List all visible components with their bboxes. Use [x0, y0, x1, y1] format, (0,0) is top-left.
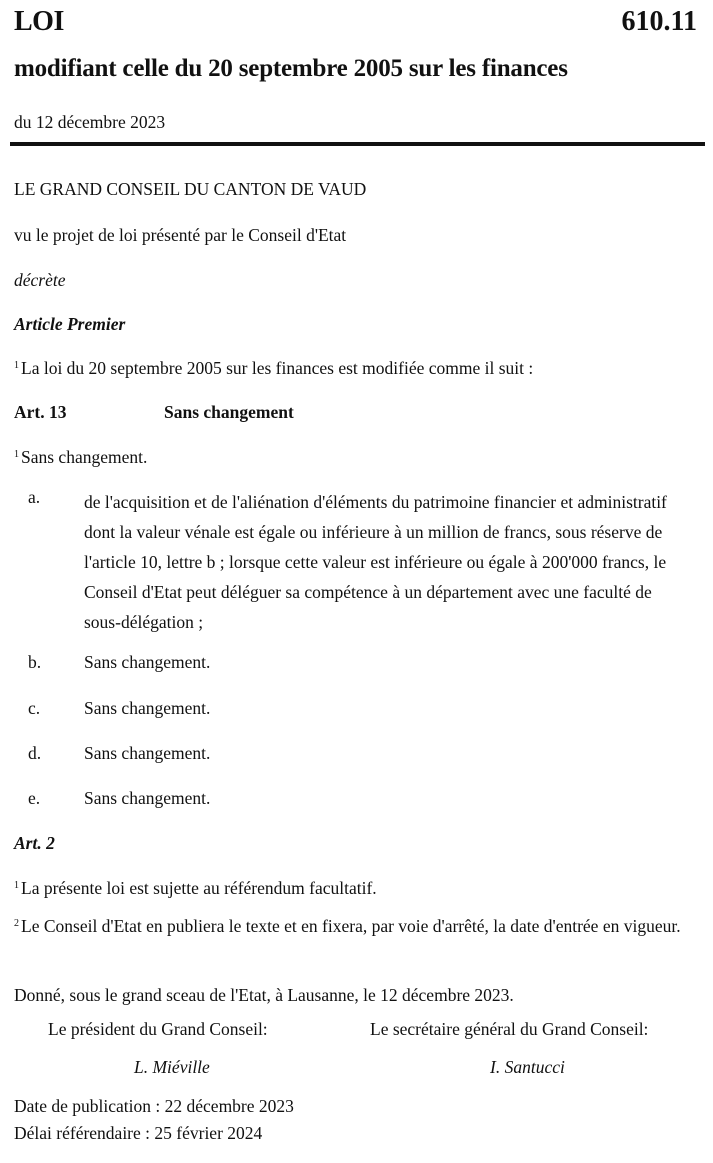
- article-premier-para-1: [14, 358, 533, 379]
- president-label: Le président du Grand Conseil:: [48, 1019, 268, 1039]
- article-2-para-1: [14, 878, 377, 899]
- secretary-name: I. Santucci: [490, 1057, 565, 1077]
- authority: LE GRAND CONSEIL DU CANTON DE VAUD: [14, 179, 367, 199]
- list-text: Sans changement.: [84, 652, 211, 672]
- decree: décrète: [14, 270, 66, 290]
- referendum-deadline: Délai référendaire : 25 février 2024: [14, 1123, 263, 1143]
- considering: vu le projet de loi présenté par le Conseil d'Etat: [14, 225, 347, 245]
- para-number: 1: [14, 880, 19, 891]
- para-number: 2: [14, 918, 19, 929]
- document-date: du 12 décembre 2023: [14, 112, 166, 132]
- list-letter: e.: [28, 788, 41, 808]
- given-statement: Donné, sous le grand sceau de l'Etat, à Lausanne, le 12 décembre 2023.: [14, 985, 514, 1005]
- art13-label: Art. 13: [14, 402, 67, 422]
- publication-date: Date de publication : 22 décembre 2023: [14, 1096, 294, 1116]
- list-text: Sans changement.: [84, 698, 211, 718]
- list-letter: d.: [28, 743, 42, 763]
- para-text: La loi du 20 septembre 2005 sur les finances est modifiée comme il suit :: [21, 358, 534, 378]
- list-letter: a.: [28, 487, 41, 507]
- list-letter: b.: [28, 652, 42, 672]
- document-type: LOI: [14, 6, 64, 37]
- reference-number: 610.11: [621, 6, 697, 37]
- president-name: L. Miéville: [134, 1057, 210, 1077]
- header-divider: [10, 142, 705, 146]
- para-text: Le Conseil d'Etat en publiera le texte et en fixera, par voie d'arrêté, la date d'entrée en vigueur.: [21, 916, 681, 936]
- document-title: modifiant celle du 20 septembre 2005 sur les finances: [14, 55, 568, 82]
- list-letter: c.: [28, 698, 41, 718]
- para-number: 1: [14, 449, 19, 460]
- para-text: La présente loi est sujette au référendum facultatif.: [21, 878, 377, 898]
- article-2-heading: Art. 2: [14, 833, 55, 853]
- art13-title: Sans changement: [164, 402, 294, 422]
- list-text: de l'acquisition et de l'aliénation d'éléments du patrimoine financier et administratif dont la valeur vénale est égale ou inférieure à un million de francs, sous réserve de l'article 10, lettre b ; lorsque cette valeur est inférieure ou égale à 200'000 francs, le Conseil d'Etat peut déléguer sa compétence à un département avec une faculté de sous-délégation ;: [84, 492, 667, 632]
- article-premier-heading: Article Premier: [14, 314, 126, 334]
- list-text: Sans changement.: [84, 743, 211, 763]
- article-2-para-2: [14, 909, 699, 941]
- secretary-label: Le secrétaire général du Grand Conseil:: [370, 1019, 649, 1039]
- para-text: Sans changement.: [21, 447, 148, 467]
- list-text: Sans changement.: [84, 788, 211, 808]
- art13-para-1: [14, 447, 147, 468]
- para-number: 1: [14, 360, 19, 371]
